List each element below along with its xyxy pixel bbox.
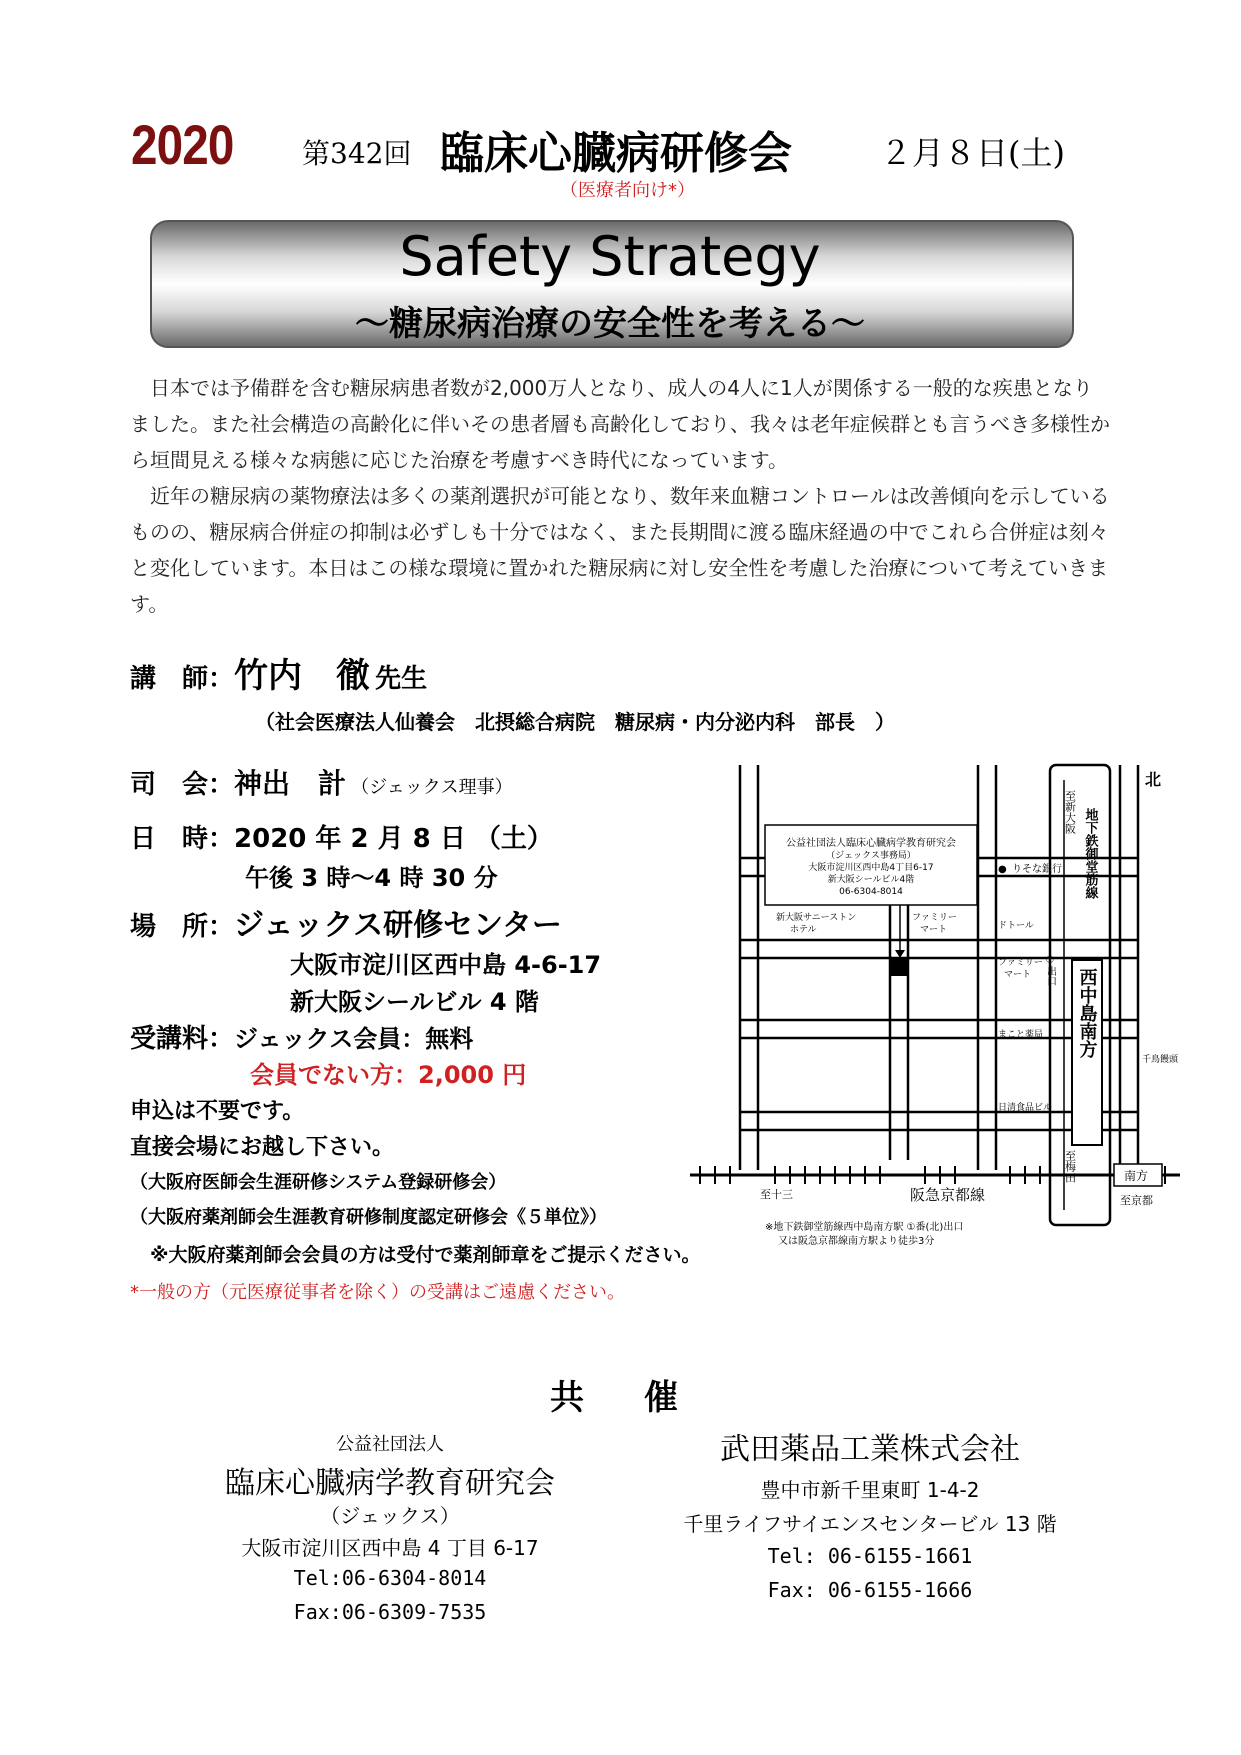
subway-label: 地下鉄御堂筋線 — [1082, 808, 1098, 899]
makoto-label: まこと薬局 — [998, 1030, 1044, 1040]
apply-note-2: 直接会場にお越し下さい。 — [130, 1135, 395, 1160]
intro-paragraph-1: 日本では予備群を含む糖尿病患者数が2,000万人となり、成人の4人に1人が関係する一般的な疾患となりました。また社会構造の高齢化に伴いその患者層も高齢化しており、我々は老年症候群とも言うべき多様性から垣間見える様々な病態に応じた治療を考慮すべき時代になっています。 — [130, 376, 1110, 472]
office-line-5: 06-6304-8014 — [839, 887, 903, 897]
session-number: 第342回 — [302, 137, 412, 170]
lecturer-label: 講 師： — [130, 664, 235, 694]
lecturer-name: 竹内 徹 — [234, 656, 371, 696]
credit-note-1: （大阪府医師会生涯研修システム登録研修会） — [130, 1172, 507, 1193]
sponsor-left-type: 公益社団法人 — [336, 1434, 444, 1455]
nisshin-label: 日清食品ビル — [998, 1103, 1053, 1113]
minamikata-label: 南方 — [1124, 1169, 1149, 1183]
chair-name: 神出 計 — [234, 767, 347, 800]
banner-title: Safety Strategy — [399, 225, 821, 288]
sponsor-left-name: 臨床心臓病学教育研究会 — [225, 1466, 555, 1501]
lecturer-honorific: 先生 — [375, 664, 428, 694]
senchori-label: 千鳥饅頭 — [1142, 1055, 1179, 1065]
familymart2-label-2: マート — [1004, 970, 1032, 980]
office-line-4: 新大阪シールビル4階 — [827, 875, 915, 885]
credit-note-2: （大阪府薬剤師会生涯教育研修制度認定研修会《５単位》） — [130, 1207, 607, 1228]
resona-icon: ● — [998, 864, 1007, 875]
sponsor-right-address-2: 千里ライフサイエンスセンタービル 13 階 — [683, 1512, 1057, 1536]
access-note-1: ※地下鉄御堂筋線西中島南方駅 ①番(北)出口 — [765, 1222, 964, 1233]
sponsor-right-address-1: 豊中市新千里東町 1-4-2 — [760, 1478, 980, 1502]
sponsor-right-tel: Tel: 06-6155-1661 — [767, 1544, 973, 1568]
venue-label: 場 所： — [130, 912, 235, 942]
doutor-label: ドトール — [998, 921, 1034, 931]
venue-marker — [890, 958, 908, 976]
datetime-time: 午後 3 時～4 時 30 分 — [245, 864, 498, 892]
office-line-3: 大阪市淀川区西中島4丁目6-17 — [808, 863, 934, 873]
access-note-2: 又は阪急京都線南方駅より徒歩3分 — [778, 1236, 935, 1247]
venue-name: ジェックス研修センター — [234, 908, 562, 943]
sponsor-left-address: 大阪市淀川区西中島 4 丁目 6-17 — [241, 1536, 539, 1560]
apply-note-1: 申込は不要です。 — [130, 1099, 305, 1124]
to-umeda-label: 至梅田 — [1063, 1150, 1077, 1183]
to-shinosaka-label: 至新大阪 — [1063, 790, 1077, 834]
familymart-label-2: マート — [920, 925, 948, 935]
sponsor-left-abbr: （ジェックス） — [320, 1504, 460, 1528]
chair-note: （ジェックス理事） — [351, 777, 513, 798]
event-title: 臨床心臓病研修会 — [440, 128, 792, 179]
station-label: 西中島南方 — [1076, 968, 1098, 1058]
lecturer-affiliation: （社会医療法人仙養会 北摂総合病院 糖尿病・内分泌内科 部長 ） — [255, 710, 895, 734]
general-public-note: *一般の方（元医療従事者を除く）の受講はご遠慮ください。 — [130, 1282, 625, 1303]
hotel-label-1: 新大阪サニーストン — [776, 913, 857, 923]
intro-paragraph-2: 近年の糖尿病の薬物療法は多くの薬剤選択が可能となり、数年来血糖コントロールは改善傾向を示しているものの、糖尿病合併症の抑制は必ずしも十分ではなく、また長期間に渡る臨床経過の中でこれら合併症は刻々と変化しています。本日はこの様な環境に置かれた糖尿病に対し安全性を考慮した治療について考えていきます。 — [130, 484, 1110, 616]
event-year: 2020 — [131, 113, 234, 176]
audience-note: （医療者向け*） — [560, 180, 695, 201]
to-kyoto-label: 至京都 — [1120, 1194, 1153, 1207]
resona-label: りそな銀行 — [1012, 864, 1062, 875]
sponsor-left-fax: Fax:06-6309-7535 — [293, 1600, 487, 1624]
office-line-1: 公益社団法人臨床心臓病学教育研究会 — [786, 838, 956, 849]
to-juso-label: 至十三 — [760, 1188, 793, 1201]
sponsor-left-tel: Tel:06-6304-8014 — [293, 1566, 487, 1590]
hankyu-label: 阪急京都線 — [910, 1186, 986, 1204]
north-label: 北 — [1145, 770, 1162, 789]
sponsors-heading: 共催 — [550, 1378, 738, 1418]
sponsor-right-name: 武田薬品工業株式会社 — [720, 1432, 1020, 1467]
fee-member: ジェックス会員：無料 — [234, 1025, 474, 1053]
datetime-label: 日 時： — [130, 824, 235, 854]
venue-address-2: 新大阪シールビル 4 階 — [290, 988, 539, 1016]
familymart-label-1: ファミリー — [912, 913, 957, 923]
venue-address-1: 大阪市淀川区西中島 4-6-17 — [290, 951, 602, 979]
event-date: ２月８日(土) — [880, 134, 1065, 172]
sponsor-right-fax: Fax: 06-6155-1666 — [767, 1578, 973, 1602]
chair-label: 司 会： — [130, 770, 235, 800]
hotel-label-2: ホテル — [790, 925, 817, 935]
familymart2-label-1: ファミリー — [998, 958, 1043, 968]
banner-subtitle: ～糖尿病治療の安全性を考える～ — [355, 304, 865, 344]
office-line-2: （ジェックス事務局） — [826, 851, 916, 861]
exit-label: ①出口 — [1044, 955, 1056, 986]
datetime-date: 2020 年 2 月 8 日 （土） — [234, 824, 553, 854]
fee-label: 受講料： — [130, 1024, 235, 1054]
pharmacist-note: ※大阪府薬剤師会会員の方は受付で薬剤師章をご提示ください。 — [150, 1244, 701, 1266]
fee-nonmember: 会員でない方：2,000 円 — [250, 1061, 527, 1089]
